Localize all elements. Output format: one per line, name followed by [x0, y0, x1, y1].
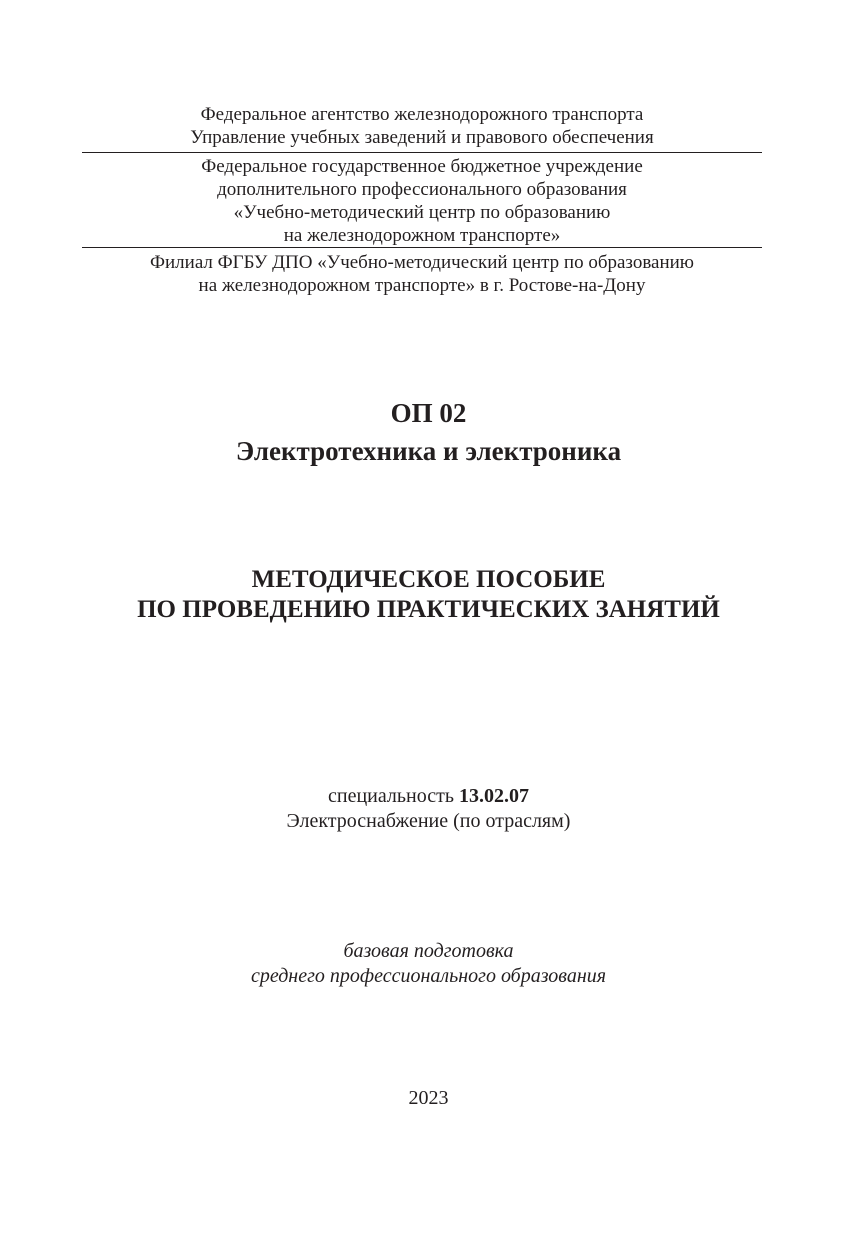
institution-line: «Учебно-методический центр по образованию [233, 202, 611, 223]
document-type [0, 565, 857, 625]
education-level-line: базовая подготовка [343, 940, 514, 962]
agency-line: Управление учебных заведений и правового обеспечения [190, 127, 654, 148]
branch-line: на железнодорожном транспорте» в г. Ростове-на-Дону [198, 275, 646, 296]
specialty-code: 13.02.07 [458, 785, 529, 807]
publication-year: 2023 [408, 1087, 449, 1109]
education-level [0, 939, 857, 989]
education-level-line: среднего профессионального образования [250, 965, 607, 987]
specialty-label: специальность [328, 785, 454, 807]
specialty-line [0, 784, 857, 809]
specialty-name: Электроснабжение (по отраслям) [286, 810, 571, 832]
branch-line: Филиал ФГБУ ДПО «Учебно-методический центр по образованию [149, 252, 694, 273]
course-name: Электротехника и электроника [235, 436, 622, 466]
document-type-line: ПО ПРОВЕДЕНИЮ ПРАКТИЧЕСКИХ ЗАНЯТИЙ [137, 596, 720, 623]
branch-header [82, 251, 762, 297]
institution-line: дополнительного профессионального образования [217, 179, 627, 200]
specialty-block [0, 784, 857, 834]
institution-line: на железнодорожном транспорте» [283, 225, 561, 246]
agency-header [82, 103, 762, 149]
divider-line [82, 247, 762, 248]
agency-line: Федеральное агентство железнодорожного транспорта [200, 104, 644, 125]
course-code: ОП 02 [390, 398, 467, 428]
document-type-line: МЕТОДИЧЕСКОЕ ПОСОБИЕ [251, 566, 606, 593]
divider-line [82, 152, 762, 153]
institution-header [82, 155, 762, 247]
institution-line: Федеральное государственное бюджетное учреждение [201, 156, 643, 177]
